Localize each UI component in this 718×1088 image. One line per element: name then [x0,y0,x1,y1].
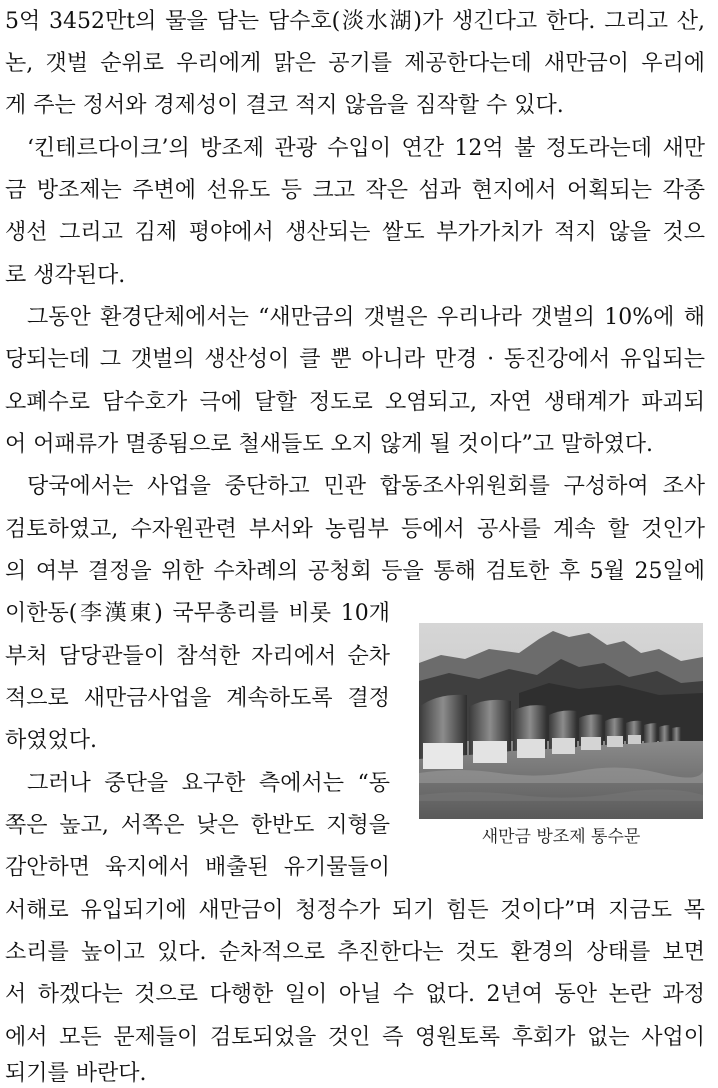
text-line: 감안하면 육지에서 배출된 유기물들이 [5,855,390,880]
text-line: 에서 모든 문제들이 검토되었을 것인 즉 영원토록 후회가 없는 사업이 [5,1025,705,1050]
text-line: 쪽은 높고, 서쪽은 낮은 한반도 지형을 [5,813,390,838]
text-line: 논, 갯벌 순위로 우리에게 맑은 공기를 제공한다는데 새만금이 우리에 [5,51,705,76]
text-line: 로 생각된다. [5,263,126,288]
text-line: 서해로 유입되기에 새만금이 청정수가 되기 힘든 것이다”며 지금도 목 [5,898,705,923]
text-line: 서 하겠다는 것으로 다행한 일이 아닐 수 없다. 2년여 동안 논란 과정 [5,982,705,1007]
text-line: 되기를 바란다. [5,1061,147,1086]
text-line: 그동안 환경단체에서는 “새만금의 갯벌은 우리나라 갯벌의 10%에 해 [27,305,705,330]
text-line: 의 여부 결정을 위한 수차례의 공청회 등을 통해 검토한 후 5월 25일에 [5,559,705,584]
text-line: 생선 그리고 김제 평야에서 생산되는 쌀도 부가가치가 적지 않을 것으 [5,220,705,245]
text-line: 부처 담당관들이 참석한 자리에서 순차 [5,644,390,669]
text-line: 금 방조제는 주변에 선유도 등 크고 작은 섬과 현지에서 어획되는 각종 [5,178,705,203]
text-line: 당되는데 그 갯벌의 생산성이 클 뿐 아니라 만경 · 동진강에서 유입되는 [5,347,705,372]
text-line: 이한동(李漢東) 국무총리를 비롯 10개 [5,601,390,626]
text-line: 검토하였고, 수자원관련 부서와 농림부 등에서 공사를 계속 할 것인가 [5,517,705,542]
text-line: 당국에서는 사업을 중단하고 민관 합동조사위원회를 구성하여 조사 [27,474,705,499]
text-line: ‘킨테르다이크’의 방조제 관광 수입이 연간 12억 불 정도라는데 새만 [27,136,705,161]
figure-caption: 새만금 방조제 통수문 [481,827,641,847]
text-line: 게 주는 정서와 경제성이 결코 적지 않음을 짐작할 수 있다. [5,93,564,118]
text-line: 하였었다. [5,728,98,753]
text-line: 그러나 중단을 요구한 측에서는 “동 [27,771,390,796]
text-line: 어 어패류가 멸종됨으로 철새들도 오지 않게 될 것이다”고 말하였다. [5,432,653,457]
text-line: 5억 3452만t의 물을 담는 담수호(淡水湖)가 생긴다고 한다. 그리고 산, [5,9,705,34]
text-line: 오폐수로 담수호가 극에 달할 정도로 오염되고, 자연 생태계가 파괴되 [5,390,705,415]
sluice-gate-photo [419,623,703,819]
text-line: 소리를 높이고 있다. 순차적으로 추진한다는 것도 환경의 상태를 보면 [5,940,705,965]
text-line: 적으로 새만금사업을 계속하도록 결정 [5,686,390,711]
